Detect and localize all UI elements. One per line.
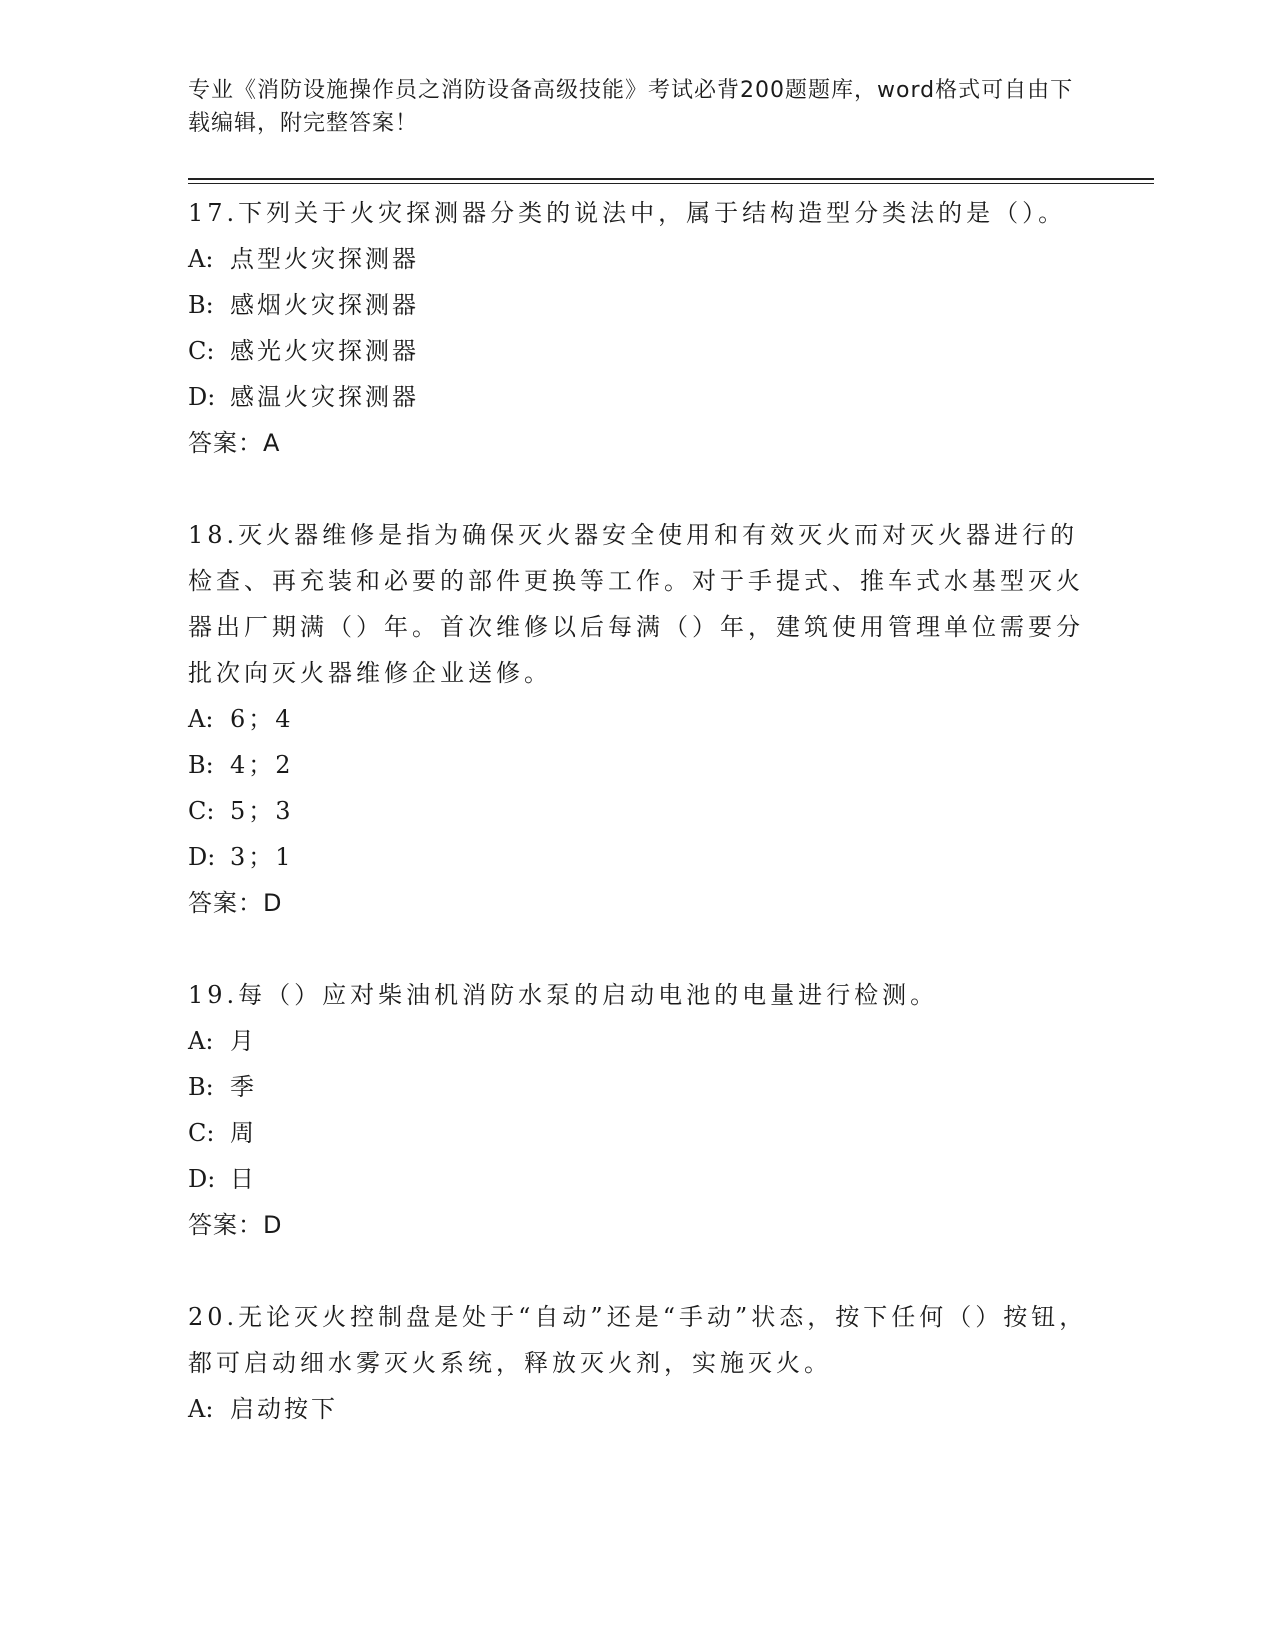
option-letter: A: <box>188 1395 214 1423</box>
option-letter: B: <box>188 751 214 779</box>
option-letter: D: <box>188 1165 216 1193</box>
question-17 <box>188 190 1088 466</box>
option-d <box>188 1156 1088 1202</box>
option-text: 感光火灾探测器 <box>230 337 419 365</box>
option-letter: A: <box>188 705 214 733</box>
option-a <box>188 236 1088 282</box>
option-c <box>188 328 1088 374</box>
option-text: 4；2 <box>230 751 294 779</box>
option-a <box>188 696 1088 742</box>
option-text: 3；1 <box>230 843 294 871</box>
answer-line: 答案：D <box>188 1211 283 1239</box>
question-stem: 19.每（）应对柴油机消防水泵的启动电池的电量进行检测。 <box>188 981 939 1009</box>
option-text: 季 <box>230 1073 257 1101</box>
option-text: 点型火灾探测器 <box>230 245 419 273</box>
option-letter: A: <box>188 245 214 273</box>
option-letter: C: <box>188 337 215 365</box>
option-letter: B: <box>188 1073 214 1101</box>
document-header: 专业《消防设施操作员之消防设备高级技能》考试必背200题题库，word格式可自由下载编辑，附完整答案！ <box>188 78 1074 136</box>
option-b <box>188 282 1088 328</box>
option-text: 感烟火灾探测器 <box>230 291 419 319</box>
question-list <box>188 190 1088 1432</box>
option-text: 启动按下 <box>230 1395 338 1423</box>
option-b <box>188 1064 1088 1110</box>
option-letter: D: <box>188 843 216 871</box>
option-a <box>188 1386 1088 1432</box>
option-text: 日 <box>230 1165 257 1193</box>
option-text: 5；3 <box>230 797 294 825</box>
question-stem: 17.下列关于火灾探测器分类的说法中，属于结构造型分类法的是（）。 <box>188 199 1067 227</box>
answer-line: 答案：D <box>188 889 283 917</box>
question-spacer <box>188 466 1088 512</box>
header-divider-thin <box>188 183 1154 184</box>
option-letter: A: <box>188 1027 214 1055</box>
option-text: 月 <box>230 1027 257 1055</box>
question-spacer <box>188 1248 1088 1294</box>
option-letter: D: <box>188 383 216 411</box>
question-18 <box>188 512 1088 926</box>
option-letter: B: <box>188 291 214 319</box>
option-text: 6；4 <box>230 705 294 733</box>
question-19 <box>188 972 1088 1248</box>
option-letter: C: <box>188 797 215 825</box>
option-text: 周 <box>230 1119 257 1147</box>
question-spacer <box>188 926 1088 972</box>
answer-line: 答案：A <box>188 429 281 457</box>
option-d <box>188 374 1088 420</box>
option-d <box>188 834 1088 880</box>
option-text: 感温火灾探测器 <box>230 383 419 411</box>
option-letter: C: <box>188 1119 215 1147</box>
question-20 <box>188 1294 1088 1432</box>
question-stem: 18.灭火器维修是指为确保灭火器安全使用和有效灭火而对灭火器进行的检查、再充装和必要的部件更换等工作。对于手提式、推车式水基型灭火器出厂期满（）年。首次维修以后每满（）年，建筑使用管理单位需要分批次向灭火器维修企业送修。 <box>188 521 1084 687</box>
option-a <box>188 1018 1088 1064</box>
option-c <box>188 788 1088 834</box>
question-stem: 20.无论灭火控制盘是处于“自动”还是“手动”状态，按下任何（）按钮，都可启动细水雾灭火系统，释放灭火剂，实施灭火。 <box>188 1303 1088 1377</box>
option-b <box>188 742 1088 788</box>
header-divider-thick <box>188 178 1154 180</box>
option-c <box>188 1110 1088 1156</box>
